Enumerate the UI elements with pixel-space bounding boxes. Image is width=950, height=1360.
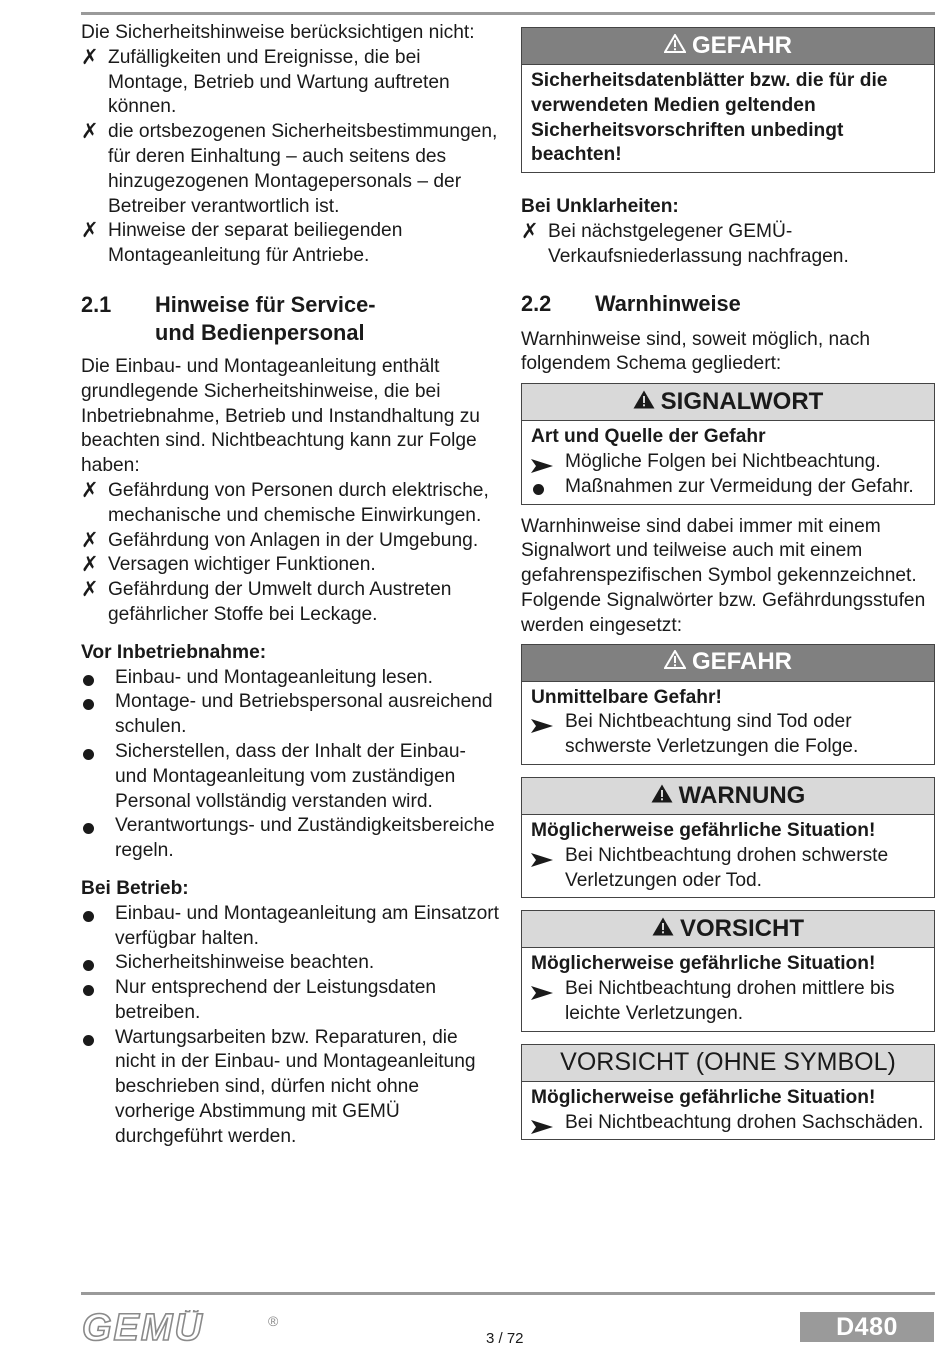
list-item: Verantwortungs- und Zuständigkeitsbereiche regeln. <box>81 814 501 864</box>
box-header: SIGNALWORT <box>522 384 934 421</box>
section-heading-2-1: 2.1 Hinweise für Service- und Bedienpersonal <box>81 291 376 345</box>
right-column <box>521 27 935 1140</box>
level-box-vorsicht <box>521 910 935 1031</box>
list-item: ✗ Hinweise der separat beiliegenden Montageanleitung für Antriebe. <box>81 219 403 267</box>
list-item: ✗ Gefährdung von Personen durch elektrische, mechanische und chemische Einwirkungen. <box>81 478 489 526</box>
list-item: Bei Nichtbeachtung drohen schwerste Verletzungen oder Tod. <box>531 844 925 894</box>
box-body: Unmittelbare Gefahr! Bei Nichtbeachtung sind Tod oder schwerste Verletzungen die Folge. <box>522 682 934 764</box>
left-column <box>81 21 501 1150</box>
box-body: Möglicherweise gefährliche Situation! Bei Nichtbeachtung drohen schwerste Verletzungen oder Tod. <box>522 815 934 897</box>
box-body: Möglicherweise gefährliche Situation! Bei Nichtbeachtung drohen Sachschäden. <box>522 1082 934 1140</box>
bullet-icon <box>83 699 94 710</box>
box-body: Möglicherweise gefährliche Situation! Bei Nichtbeachtung drohen mittlere bis leichte Verletzungen. <box>522 948 934 1030</box>
level-box-vorsicht-ohne-symbol <box>521 1044 935 1141</box>
arrow-icon <box>531 850 553 875</box>
list-item: ✗ Gefährdung von Anlagen in der Umgebung. <box>81 528 479 552</box>
bullet-icon <box>83 960 94 971</box>
box-header: GEFAHR <box>522 28 934 65</box>
cross-icon: ✗ <box>81 553 99 577</box>
level-box-gefahr <box>521 644 935 765</box>
gefahr-info-box <box>521 27 935 173</box>
list-item: Bei Nichtbeachtung drohen Sachschäden. <box>531 1111 925 1136</box>
warning-triangle-icon <box>633 390 655 415</box>
list-item: ✗ Versagen wichtiger Funktionen. <box>81 553 376 577</box>
gemu-logo <box>80 1310 285 1351</box>
operation-list <box>81 902 501 1150</box>
svg-text:GEMÜ: GEMÜ <box>82 1310 204 1346</box>
bullet-icon <box>83 675 94 686</box>
cross-icon: ✗ <box>81 528 99 552</box>
box-header: WARNUNG <box>522 778 934 815</box>
bullet-icon <box>83 749 94 760</box>
intro-list <box>81 46 501 269</box>
signal-text-2: Folgende Signalwörter bzw. Gefährdungsstufen werden eingesetzt: <box>521 589 926 636</box>
arrow-icon <box>531 716 553 741</box>
schema-box <box>521 383 935 504</box>
box-body: Art und Quelle der Gefahr Mögliche Folgen bei Nichtbeachtung. Maßnahmen zur Vermeidung der Gefahr. <box>522 421 934 503</box>
bullet-icon <box>83 985 94 996</box>
warning-triangle-icon <box>652 917 674 942</box>
list-item: Nur entsprechend der Leistungsdaten betreiben. <box>81 976 501 1026</box>
list-item: Maßnahmen zur Vermeidung der Gefahr. <box>531 475 925 500</box>
signal-text: Warnhinweise sind dabei immer mit einem Signalwort und teilweise auch mit einem gefahrenspezifischen Symbol gekennzeichnet. <box>521 515 917 587</box>
list-item: Einbau- und Montageanleitung am Einsatzort verfügbar halten. <box>81 902 501 952</box>
box-header: VORSICHT (OHNE SYMBOL) <box>522 1045 934 1082</box>
section-heading-2-2: 2.2 Warnhinweise <box>521 290 741 316</box>
list-item: Bei Nichtbeachtung sind Tod oder schwerste Verletzungen die Folge. <box>531 710 925 760</box>
list-item: ✗ Bei nächstgelegener GEMÜ-Verkaufsniederlassung nachfragen. <box>521 219 849 267</box>
operation-heading: Bei Betrieb: <box>81 877 189 899</box>
box-body: Sicherheitsdatenblätter bzw. die für die verwendeten Medien geltenden Sicherheitsvorschriften unbedingt beachten! <box>531 70 888 166</box>
unclear-list <box>521 220 935 270</box>
arrow-icon <box>531 1117 553 1142</box>
box-header: VORSICHT <box>522 911 934 948</box>
consequences-list <box>81 479 501 628</box>
bullet-icon <box>533 484 544 495</box>
arrow-icon <box>531 983 553 1008</box>
svg-text:®: ® <box>268 1313 279 1329</box>
list-item: Montage- und Betriebspersonal ausreichend schulen. <box>81 690 501 740</box>
list-item: Bei Nichtbeachtung drohen mittlere bis leichte Verletzungen. <box>531 977 925 1027</box>
cross-icon: ✗ <box>81 578 99 602</box>
page-number: 3 / 72 <box>486 1330 524 1347</box>
box-header: GEFAHR <box>522 645 934 682</box>
bottom-rule <box>81 1292 935 1295</box>
bullet-icon <box>83 911 94 922</box>
list-item: Einbau- und Montageanleitung lesen. <box>81 666 501 691</box>
intro-text: Die Sicherheitshinweise berücksichtigen nicht: <box>81 22 475 43</box>
bullet-icon <box>83 823 94 834</box>
bullet-icon <box>83 1035 94 1046</box>
list-item: Mögliche Folgen bei Nichtbeachtung. <box>531 450 925 475</box>
cross-icon: ✗ <box>81 120 99 144</box>
warning-triangle-icon <box>664 34 686 59</box>
cross-icon: ✗ <box>81 219 99 243</box>
top-rule <box>81 12 935 15</box>
unclear-heading: Bei Unklarheiten: <box>521 196 679 218</box>
cross-icon: ✗ <box>81 478 99 502</box>
section-text: Warnhinweise sind, soweit möglich, nach folgendem Schema gegliedert: <box>521 328 871 375</box>
cross-icon: ✗ <box>521 219 539 243</box>
before-list <box>81 666 501 864</box>
model-badge: D480 <box>800 1312 934 1342</box>
list-item: Wartungsarbeiten bzw. Reparaturen, die nicht in der Einbau- und Montageanleitung beschrieben sind, dürfen nicht ohne vorherige Abstimmung mit GEMÜ durchgeführt werden. <box>81 1026 501 1150</box>
before-heading: Vor Inbetriebnahme: <box>81 641 267 663</box>
list-item: Sicherheitshinweise beachten. <box>81 951 501 976</box>
cross-icon: ✗ <box>81 45 99 69</box>
list-item: ✗ die ortsbezogenen Sicherheitsbestimmungen, für deren Einhaltung – auch seitens des hinzugezogenen Montagepersonals – der Betreiber verantwortlich ist. <box>81 120 498 217</box>
list-item: ✗ Gefährdung der Umwelt durch Austreten gefährlicher Stoffe bei Leckage. <box>81 578 452 625</box>
section-text: Die Einbau- und Montageanleitung enthält grundlegende Sicherheitshinweise, die bei Inbetriebnahme, Betrieb und Instandhaltung zu beachten sind. Nichtbeachtung kann zur Folge haben: <box>81 355 480 477</box>
warning-triangle-icon <box>651 784 673 809</box>
list-item: Sicherstellen, dass der Inhalt der Einbau- und Montageanleitung vom zuständigen Personal vollständig verstanden wird. <box>81 740 501 814</box>
level-box-warnung <box>521 777 935 898</box>
warning-triangle-icon <box>664 650 686 675</box>
list-item: ✗ Zufälligkeiten und Ereignisse, die bei Montage, Betrieb und Wartung auftreten können. <box>81 45 450 118</box>
